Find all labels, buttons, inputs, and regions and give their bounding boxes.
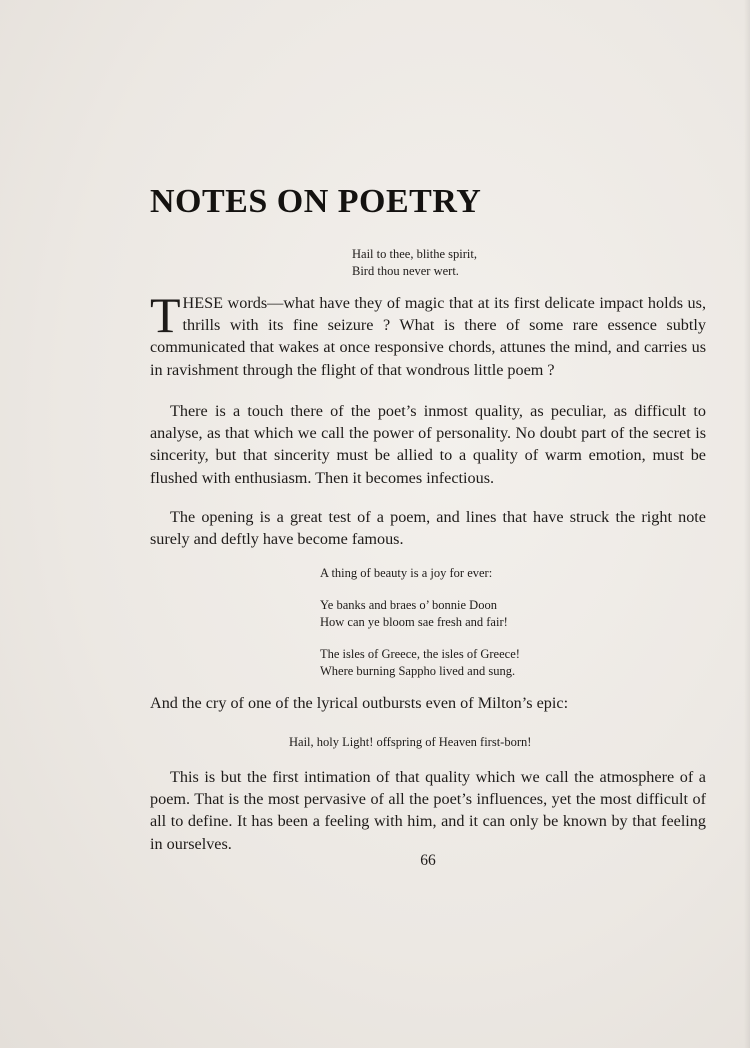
verse-line: How can ye bloom sae fresh and fair! (320, 615, 508, 629)
paragraph-5: This is but the first intimation of that quality which we call the atmosphere of a poem. That is the most pervasive of all the poet’s influences, yet the most difficult of all to define. It has been a feeling with him, and it can only be known by that feeling in ourselves. (150, 768, 706, 853)
page-title: NOTES ON POETRY (150, 183, 482, 220)
verse-quote-keats (320, 565, 492, 582)
verse-line: Hail, holy Light! offspring of Heaven first-born! (289, 735, 532, 749)
drop-cap: T (150, 287, 181, 343)
verse-line: Where burning Sappho lived and sung. (320, 664, 516, 678)
page-number: 66 (420, 852, 436, 869)
paragraph-3: The opening is a great test of a poem, and lines that have struck the right note surely and deftly have become famous. (150, 508, 706, 549)
verse-line: The isles of Greece, the isles of Greece! (320, 647, 520, 661)
paragraph-4: And the cry of one of the lyrical outbursts even of Milton’s epic: (150, 694, 569, 712)
epigraph (352, 246, 477, 280)
verse-quote-byron (320, 646, 520, 680)
paragraph-1 (150, 287, 706, 381)
epigraph-line: Bird thou never wert. (352, 264, 459, 278)
verse-line: Ye banks and braes o’ bonnie Doon (320, 598, 497, 612)
epigraph-line: Hail to thee, blithe spirit, (352, 247, 477, 261)
verse-line: A thing of beauty is a joy for ever: (320, 566, 493, 580)
paragraph-1-text: HESE words—what have they of magic that at its first delicate impact holds us, thrills with its fine seizure ? What is there of some rare essence subtly communicated that wakes at once responsive chords, attunes the mind, and carries us in ravishment through the flight of that wondrous little poem ? (150, 294, 706, 379)
verse-quote-burns (320, 597, 508, 631)
verse-quote-milton (289, 734, 531, 751)
paragraph-2: There is a touch there of the poet’s inmost quality, as peculiar, as difficult to analyse, as that which we call the power of personality. No doubt part of the secret is sincerity, but that sincerity must be allied to a quality of warm emotion, must be flushed with enthusiasm. Then it becomes infectious. (150, 402, 706, 487)
